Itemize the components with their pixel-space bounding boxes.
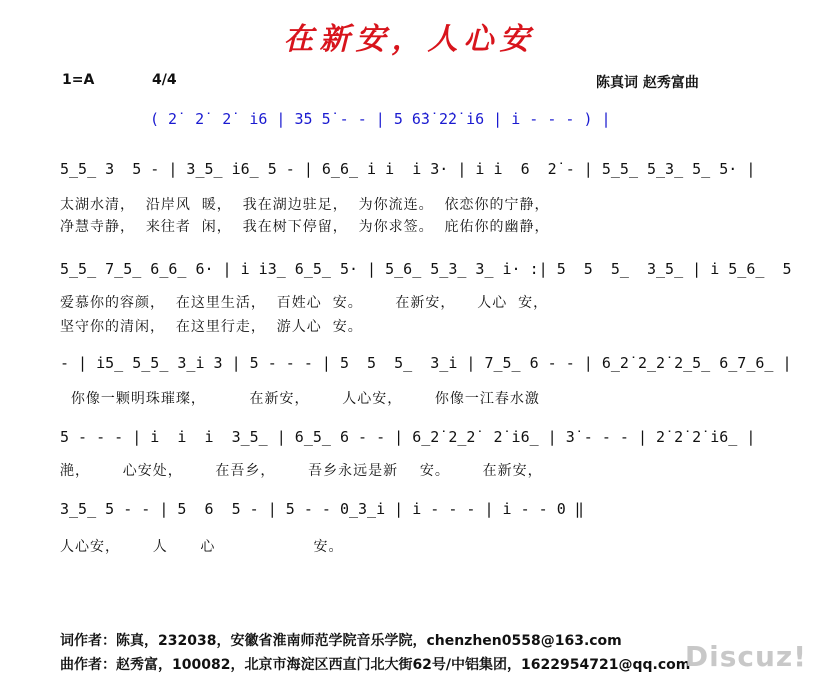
notation-line-1: 5̲5̲ 3 5 - | 3̲5̲ i̇6̲ 5 - | 6̲6̲ i̇ i̇ i̇ 3· | i̇ i̇ 6 2̇ - | 5̲5̲ 5̲3̲ 5̲ 5· | — [60, 160, 756, 178]
lyric-line-4: 坚守你的清闲， 在这里行走， 游人心 安。 — [60, 319, 363, 335]
composer-info: 曲作者：赵秀富，100082，北京市海淀区西直门北大街62号/中铝集团，1622954721@qq.com — [60, 657, 691, 673]
lyric-line-1: 太湖水清， 沿岸风 暖， 我在湖边驻足， 为你流连。 依恋你的宁静， — [60, 197, 550, 213]
notation-line-2: 5̲5̲ 7̲5̲ 6̲6̲ 6· | i̇ i̇3̲ 6̲5̲ 5· | 5̲6̲ 5̲3̲ 3̲ i̇· :| 5 5 5̲ 3̲5̲ | i̇ 5̲6̲ 5 — [60, 260, 792, 278]
lyric-line-7: 人心安， 人 心 安。 — [60, 539, 344, 555]
lyric-line-5: 你像一颗明珠璀璨， 在新安， 人心安， 你像一江春水激 — [60, 391, 540, 407]
song-title: 在新安，人心安 — [283, 22, 536, 57]
time-signature: 4/4 — [152, 72, 177, 88]
credits: 陈真词 赵秀富曲 — [596, 75, 699, 91]
intro-notation: ( 2̇ 2̇ 2̇ i̇6 | 3̇5 5̇ - - | 5 6̇3̇ 2̇2̇ i̇6 | i̇ - - - ) | — [150, 110, 611, 128]
lyric-line-6: 滟， 心安处， 在吾乡， 吾乡永远是新 安。 在新安， — [60, 463, 543, 479]
discuz-watermark: Discuz! — [684, 640, 807, 673]
notation-line-5: 3̲5̲ 5 - - | 5 6 5 - | 5 - - 0̲3̲i̇ | i̇ - - - | i̇ - - 0 ‖ — [60, 500, 584, 518]
lyric-line-2: 净慧寺静， 来往者 闲， 我在树下停留， 为你求签。 庇佑你的幽静， — [60, 219, 550, 235]
lyric-line-3: 爱慕你的容颜， 在这里生活， 百姓心 安。 在新安， 人心 安， — [60, 295, 549, 311]
lyricist-info: 词作者：陈真，232038，安徽省淮南师范学院音乐学院，chenzhen0558@163.com — [60, 633, 622, 649]
notation-line-4: 5 - - - | i̇ i̇ i̇ 3̲5̲ | 6̲5̲ 6 - - | 6̲2̇ 2̲2̇ 2̇ i̇6̲ | 3̇ - - - | 2̇ 2̇ 2̇ i̇6̲ | — [60, 428, 756, 446]
notation-line-3: - | i̇5̲ 5̲5̲ 3̲i̇ 3 | 5 - - - | 5 5 5̲ 3̲i̇ | 7̲5̲ 6 - - | 6̲2̇ 2̲2̇ 2̲5̲ 6̲7̲6̲ | — [60, 354, 792, 372]
key-signature: 1=A — [62, 72, 95, 88]
